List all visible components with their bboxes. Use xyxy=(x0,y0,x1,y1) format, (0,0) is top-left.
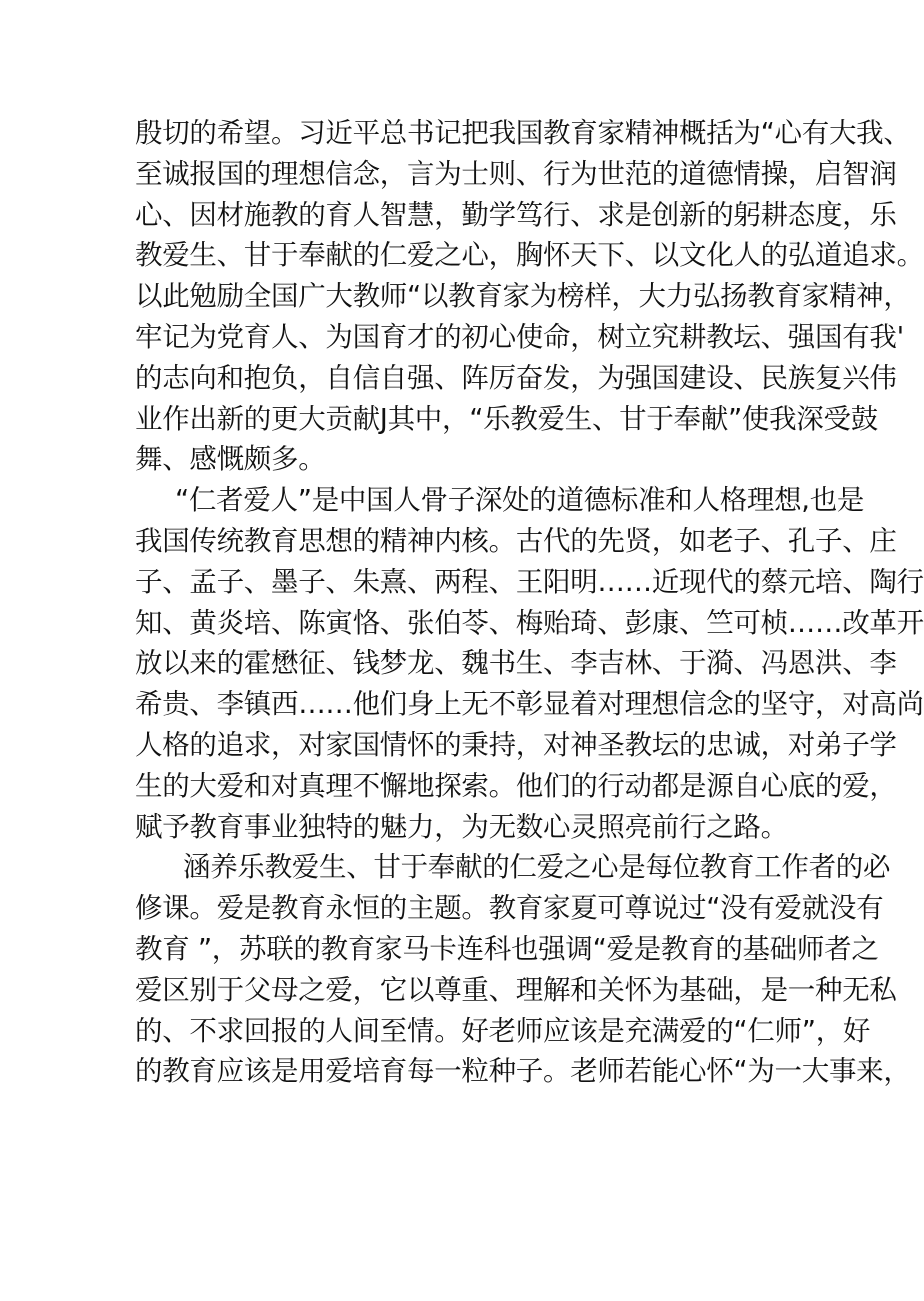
text-line: 的教育应该是用爱培育每一粒种子。老师若能心怀“为一大事来， xyxy=(135,1055,911,1088)
text-line: 修课。爱是教育永恒的主题。教育家夏可尊说过“没有爱就没有 xyxy=(135,892,884,925)
text-line: 以此勉励全国广大教师“以教育家为榜样，大力弘扬教育家精神， xyxy=(135,280,911,313)
text-line: 子、孟子、墨子、朱熹、两程、王阳明……近现代的蔡元培、陶行 xyxy=(135,565,924,598)
text-line: 教育 ”，苏联的教育家马卡连科也强调“爱是教育的基础师者之 xyxy=(135,932,879,965)
paragraph-2 xyxy=(135,480,924,847)
text-line: 殷切的希望。习近平总书记把我国教育家精神概括为“心有大我、 xyxy=(135,117,911,149)
document-page xyxy=(135,113,924,1092)
text-line: 生的大爱和对真理不懈地探索。他们的行动都是源自心底的爱， xyxy=(135,769,897,802)
text-line: 教爱生、甘于奉献的仁爱之心，胸怀天下、以文化人的弘道追求。 xyxy=(135,239,924,272)
text-line-indented: 涵养乐教爱生、甘于奉献的仁爱之心是每位教育工作者的必 xyxy=(183,851,891,884)
text-line: 知、黄炎培、陈寅恪、张伯苓、梅贻琦、彭康、竺可桢……改革开 xyxy=(135,606,924,639)
text-line: 心、因材施教的育人智慧，勤学笃行、求是创新的躬耕态度，乐 xyxy=(135,198,897,231)
text-line: 业作出新的更大贡献J其中，“乐教爱生、甘于奉献”使我深受鼓 xyxy=(135,402,878,435)
text-line: 赋予教育事业独特的魅力，为无数心灵照亮前行之路。 xyxy=(135,810,788,843)
text-line: 舞、感慨颇多。 xyxy=(135,443,326,476)
text-line: 希贵、李镇西……他们身上无不彰显着对理想信念的坚守，对高尚 xyxy=(135,688,924,721)
paragraph-3 xyxy=(135,847,911,1092)
text-line-indented: “仁者爱人”是中国人骨子深处的道德标准和人格理想,也是 xyxy=(175,484,865,517)
text-line: 人格的追求，对家国情怀的秉持，对神圣教坛的忠诚，对弟子学 xyxy=(135,728,897,761)
text-line: 的志向和抱负，自信自强、阵厉奋发，为强国建设、民族复兴伟 xyxy=(135,361,897,394)
text-line: 放以来的霍懋征、钱梦龙、魏书生、李吉林、于漪、冯恩洪、李 xyxy=(135,647,897,680)
text-line: 的、不求回报的人间至情。好老师应该是充满爱的“仁师”，好 xyxy=(135,1014,871,1047)
paragraph-1 xyxy=(135,113,924,480)
text-line: 至诚报国的理想信念，言为士则、行为世范的道德情操，启智润 xyxy=(135,157,897,190)
text-line: 我国传统教育思想的精神内核。古代的先贤，如老子、孔子、庄 xyxy=(135,524,897,557)
text-line: 爱区别于父母之爱，它以尊重、理解和关怀为基础，是一种无私 xyxy=(135,973,897,1006)
text-line: 牢记为党育人、为国育才的初心使命，树立究耕教坛、强国有我' xyxy=(135,320,904,353)
